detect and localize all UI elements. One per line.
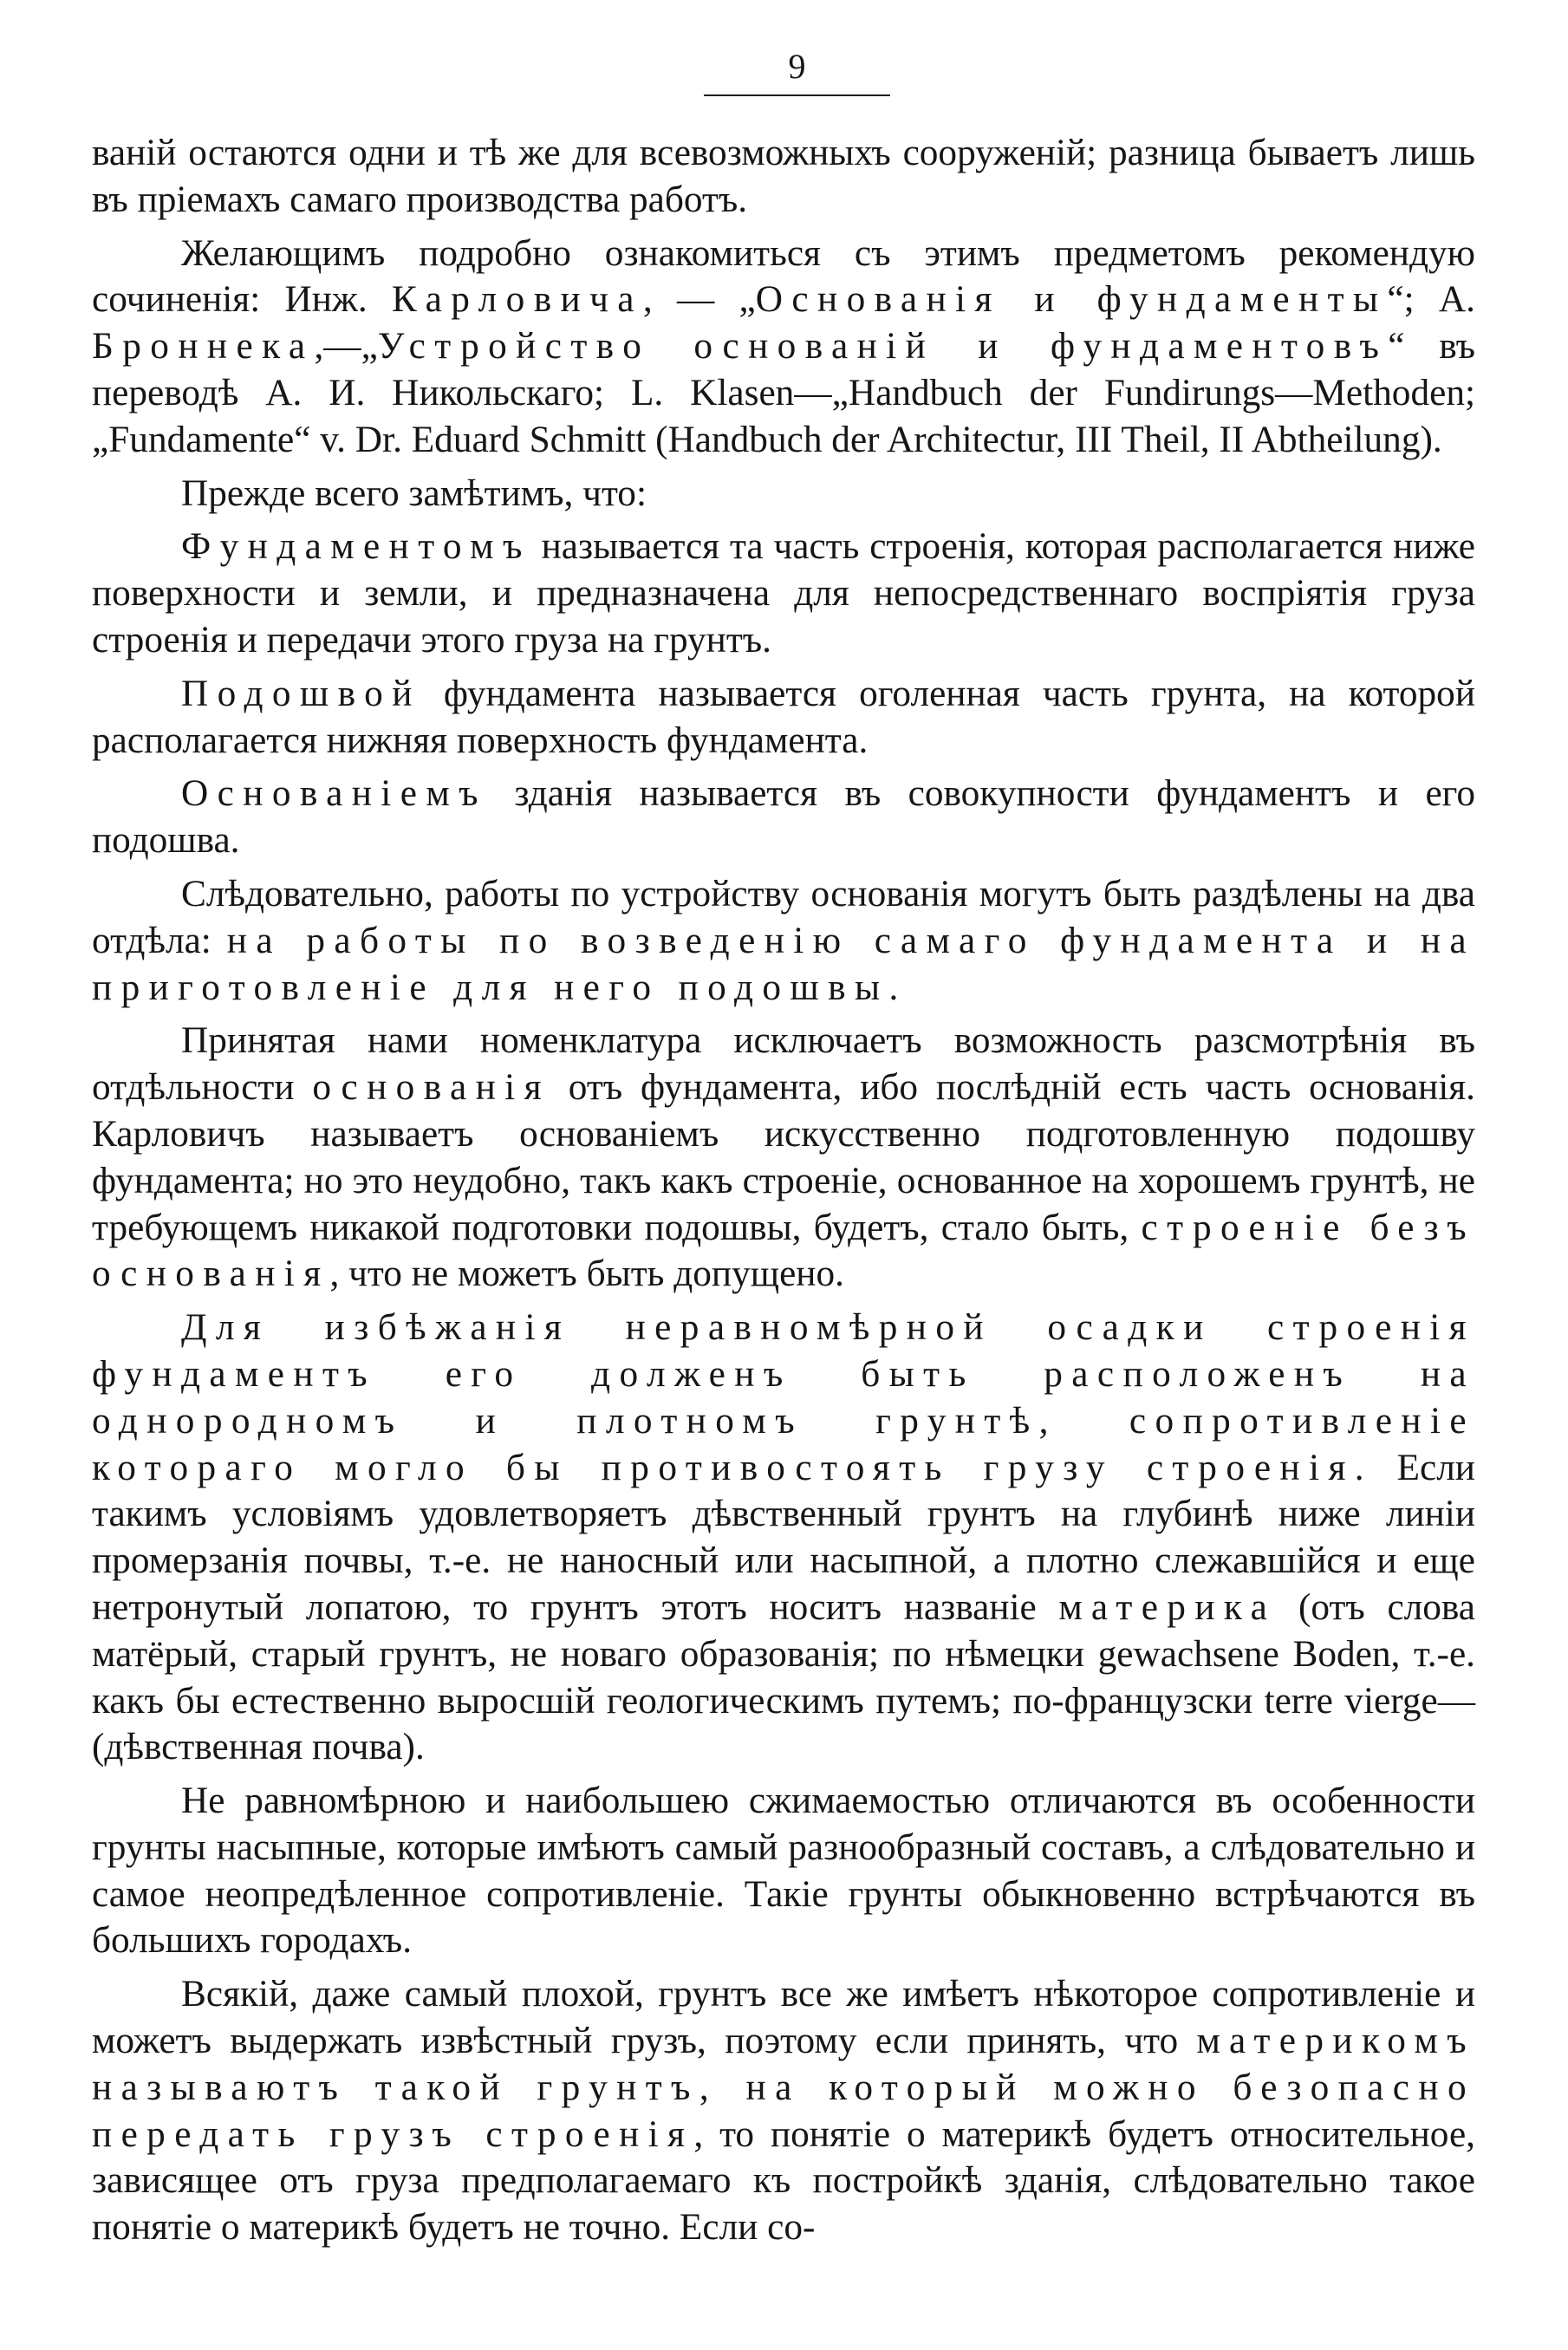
text-run: Прежде всего замѣтимъ, что: [181,472,647,514]
spaced-emphasis: Основаніемъ [181,772,487,815]
text-run: Если такимъ условіямъ удовлетворяетъ дѣвственный грунтъ на глубинѣ ниже линіи промерзанія почвы, т.-е. не наносный или насыпной, а плотно слежавшійся и еще нетронутый лопатою, то грунтъ этотъ носитъ названіе [92,1446,1475,1628]
text-run: ваній остаются одни и тѣ же для всевозможныхъ сооруженій; разница бываетъ лишь въ пріемахъ самаго производства работъ. [92,132,1475,220]
spaced-emphasis: Карловича [391,278,643,321]
spaced-emphasis: Устройство основаній и фундаментовъ [377,325,1389,368]
page-number: 9 [704,48,890,96]
text-run: “ въ переводѣ А. И. Никольскаго; L. Klasen—„Handbuch der Fundirungs—Methoden; „Fundamente“ v. Dr. Eduard Schmitt (Handbuch der Architectur, III Theil, II Abtheilung). [92,325,1475,460]
text-run: , что не можетъ быть допущено. [329,1253,844,1295]
paragraph [92,231,1475,464]
spaced-emphasis: материка [1058,1585,1277,1628]
text-run: (отъ слова матёрый, старый грунтъ, не новаго образованія; по нѣмецки gewachsene Boden, т.-е. какъ бы естественно выросшій геологическимъ путемъ; по-французски terre vierge—(дѣвственная почва). [92,1585,1476,1768]
spaced-emphasis: на работы по возведенію самаго фундамента и на приготовленіе для него подошвы. [92,919,1475,1008]
text-run: , — „ [642,278,756,321]
body-text [92,130,1475,2258]
text-run: “; А. [1387,278,1475,321]
paragraph [92,130,1475,224]
text-run: , то понятіе о материкѣ будетъ относительное, зависящее отъ груза предполагаемаго къ постройкѣ зданія, слѣдовательно такое понятіе о материкѣ будетъ не точно. Если со- [92,2112,1476,2249]
paragraph [92,1305,1475,1771]
text-run: Не равномѣрною и наибольшею сжимаемостью отличаются въ особенности грунты насыпные, которые имѣютъ самый разнообразный составъ, а слѣдовательно и самое неопредѣленное сопротивленіе. Такіе грунты обыкновенно встрѣчаются въ большихъ городахъ. [92,1780,1475,1962]
paragraph [92,771,1475,864]
paragraph [92,1971,1475,2251]
paragraph [92,671,1475,765]
spaced-emphasis: строеніе безъ основанія [92,1206,1475,1295]
paragraph [92,471,1475,518]
text-run: ,—„ [314,325,378,368]
spaced-emphasis: Фундаментомъ [181,525,531,568]
text-run: называется та часть строенія, которая располагается ниже поверхности и земли, и предназначена для непосредственнаго воспріятія груза строенія и передачи этого груза на грунтъ. [92,525,1475,661]
text-run: Слѣдовательно, работы по устройству основанія могутъ быть раздѣлены на два отдѣла: [92,872,1475,961]
text-run: зданія называется въ совокупности фундаментъ и его подошва. [92,772,1475,862]
spaced-emphasis: Основанія и фундаменты [755,278,1388,321]
paragraph [92,524,1475,663]
spaced-emphasis: Броннека [92,325,315,368]
spaced-emphasis: Для избѣжанія неравномѣрной осадки строенія фундаментъ его долженъ быть расположенъ на однородномъ и плотномъ грунтѣ, сопротивленіе котораго могло бы противостоять грузу строенія. [92,1306,1475,1488]
spaced-emphasis: основанія [312,1066,550,1109]
paragraph [92,871,1475,1011]
text-run: Принятая нами номенклатура исключаетъ возможность разсмотрѣнія въ отдѣльности [92,1019,1475,1109]
text-run: отъ фундамента, ибо послѣдній есть часть основанія. Карловичъ называетъ основаніемъ искусственно подготовленную подошву фундамента; но это неудобно, такъ какъ строеніе, основанное на хорошемъ грунтѣ, не требующемъ никакой подготовки подошвы, будетъ, стало быть, [92,1066,1475,1248]
spaced-emphasis: материкомъ называютъ такой грунтъ, на который можно безопасно передать грузъ строенія [92,2020,1475,2155]
text-run: фундамента называется оголенная часть грунта, на которой располагается нижняя поверхность фундамента. [92,672,1475,761]
text-run: Желающимъ подробно ознакомиться съ этимъ предметомъ рекомендую сочиненія: Инж. [92,231,1475,321]
paragraph [92,1018,1475,1298]
paragraph [92,1778,1475,1964]
text-run: Всякій, даже самый плохой, грунтъ все же имѣетъ нѣкоторое сопротивленіе и можетъ выдержать извѣстный грузъ, поэтому если принять, что [92,1973,1475,2062]
spaced-emphasis: Подошвой [181,672,421,714]
